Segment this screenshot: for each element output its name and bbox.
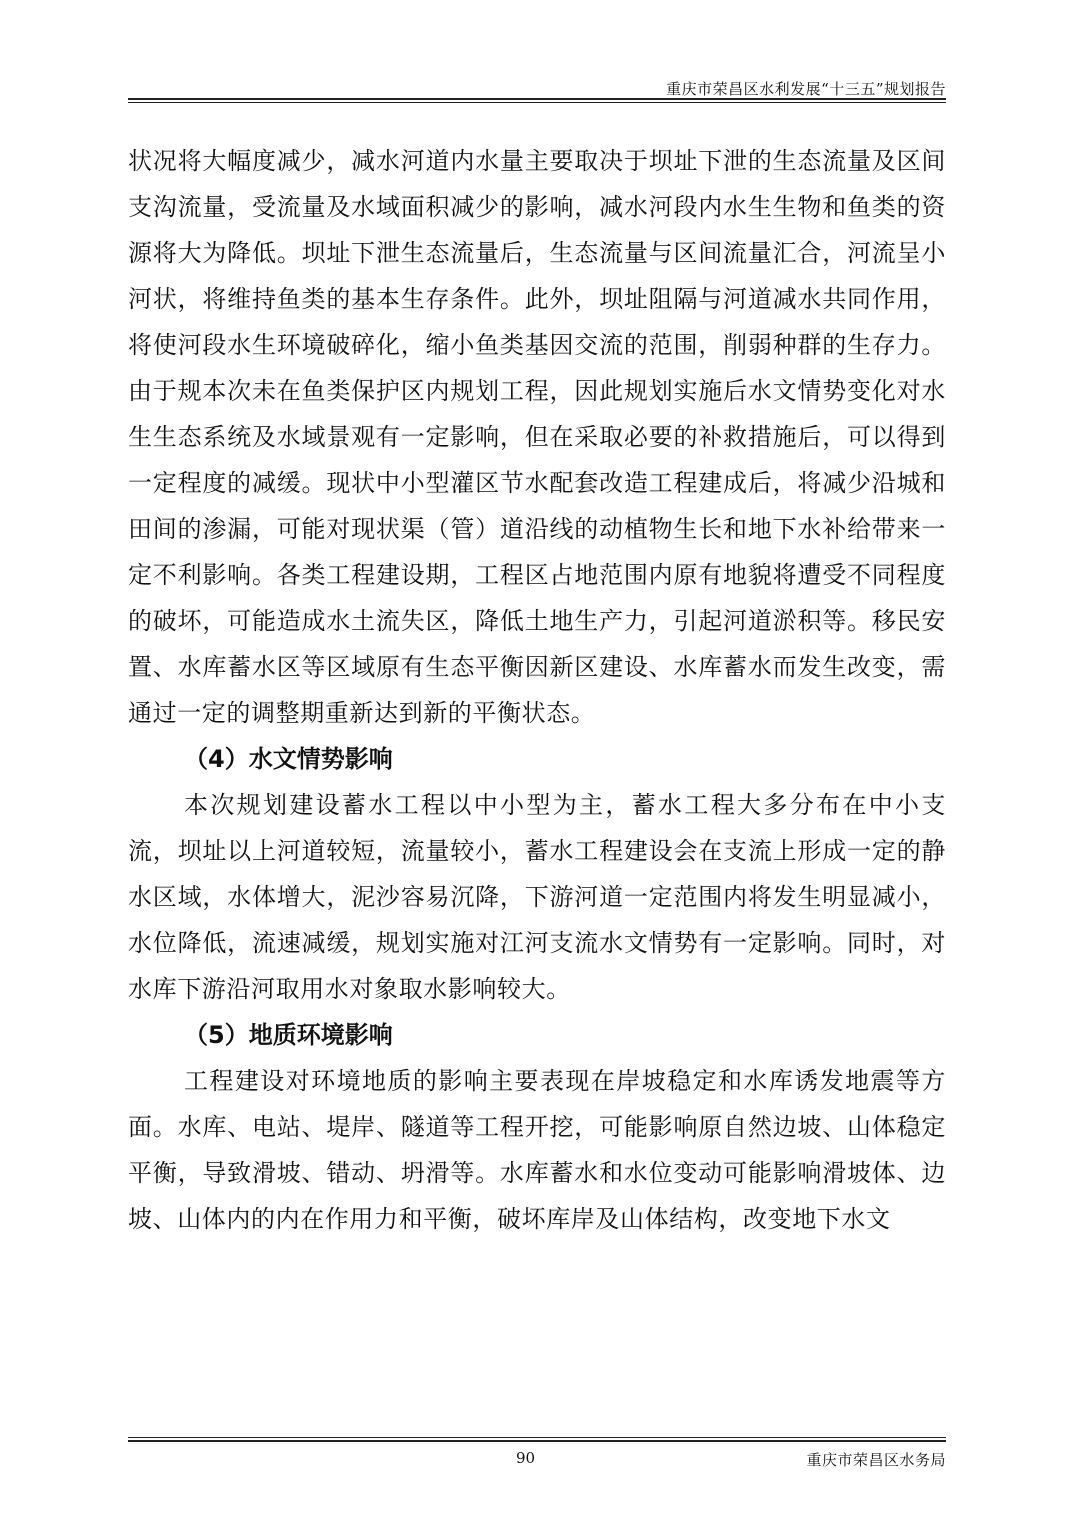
body-paragraph: 状况将大幅度减少，减水河道内水量主要取决于坝址下泄的生态流量及区间支沟流量，受流量及水域面积减少的影响，减水河段内水生生物和鱼类的资源将大为降低。坝址下泄生态流量后，生态流量与区间流量汇合，河流呈小河状，将维持鱼类的基本生存条件。此外，坝址阻隔与河道减水共同作用，将使河段水生环境破碎化，缩小鱼类基因交流的范围，削弱种群的生存力。由于规本次未在鱼类保护区内规划工程，因此规划实施后水文情势变化对水生生态系统及水域景观有一定影响，但在采取必要的补救措施后，可以得到一定程度的减缓。现状中小型灌区节水配套改造工程建成后，将减少沿城和田间的渗漏，可能对现状渠（管）道沿线的动植物生长和地下水补给带来一定不利影响。各类工程建设期，工程区占地范围内原有地貌将遭受不同程度的破坏，可能造成水土流失区，降低土地生产力，引起河道淤积等。移民安置、水库蓄水区等区域原有生态平衡因新区建设、水库蓄水而发生改变，需通过一定的调整期重新达到新的平衡状态。 [128, 147, 946, 727]
header-rule-thick [128, 98, 946, 100]
footer-rule-thick [128, 1440, 946, 1442]
section-heading: （4）水文情势影响 [184, 745, 393, 773]
footer-organization: 重庆市荣昌区水务局 [806, 1451, 946, 1469]
section-heading: （5）地质环境影响 [184, 1021, 393, 1049]
footer-rule-thin [128, 1437, 946, 1438]
page-body [128, 138, 946, 1242]
body-paragraph: 工程建设对环境地质的影响主要表现在岸坡稳定和水库诱发地震等方面。水库、电站、堤岸、隧道等工程开挖，可能影响原自然边坡、山体稳定平衡，导致滑坡、错动、坍滑等。水库蓄水和水位变动可能影响滑坡体、边坡、山体内的内在作用力和平衡，破坏库岸及山体结构，改变地下水文 [128, 1067, 946, 1233]
header-rule-thin [128, 102, 946, 103]
running-header-title: 重庆市荣昌区水利发展“十三五”规划报告 [666, 80, 946, 98]
page-number: 90 [516, 1449, 536, 1467]
body-paragraph: 本次规划建设蓄水工程以中小型为主，蓄水工程大多分布在中小支流，坝址以上河道较短，流量较小，蓄水工程建设会在支流上形成一定的静水区域，水体增大，泥沙容易沉降，下游河道一定范围内将发生明显减小，水位降低，流速减缓，规划实施对江河支流水文情势有一定影响。同时，对水库下游沿河取用水对象取水影响较大。 [128, 791, 946, 1003]
